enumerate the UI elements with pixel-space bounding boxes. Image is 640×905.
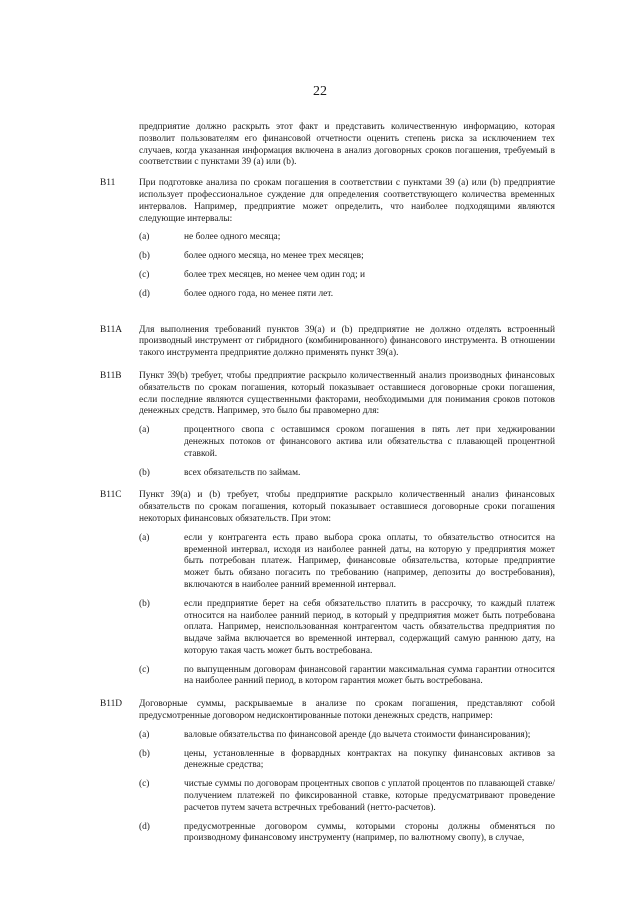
list-item <box>100 468 555 480</box>
list-item <box>100 289 555 301</box>
list-item <box>100 665 555 689</box>
list-item <box>100 270 555 282</box>
section-b11b <box>100 371 555 418</box>
item-label: (b) <box>139 467 150 478</box>
section-b11d <box>100 699 555 723</box>
section-id: B11A <box>100 324 123 335</box>
item-label: (b) <box>139 251 150 262</box>
list-item <box>100 533 555 592</box>
item-label: (a) <box>139 425 150 436</box>
section-id: B11 <box>100 178 116 189</box>
item-label: (d) <box>139 821 150 832</box>
section-b11c <box>100 490 555 525</box>
item-label: (d) <box>139 288 150 299</box>
item-text: валовые обязательства по финансовой аренде (до вычета стоимости финансирования); <box>184 729 531 740</box>
item-label: (c) <box>139 269 150 280</box>
item-label: (b) <box>139 748 150 759</box>
item-text: процентного свопа с оставшимся сроком погашения в пять лет при хеджировании денежных потоков от финансового актива или обязательства с плавающей процентной ставкой. <box>184 425 555 459</box>
item-label: (c) <box>139 664 150 675</box>
item-text: предусмотренные договором суммы, которыми стороны должны обменяться по производному финансовому инструменту (например, по валютному свопу), в случае, <box>184 821 555 844</box>
page-number: 22 <box>313 84 327 99</box>
section-id: B11B <box>100 370 122 381</box>
section-text: Пункт 39(a) и (b) требует, чтобы предприятие раскрыло количественный анализ финансовых обязательств по срокам погашения, который показывает оставшиеся договорные сроки погашения некоторых финансовых обязательств. При этом: <box>139 490 555 524</box>
section-b11 <box>100 178 555 225</box>
section-id: B11C <box>100 490 122 501</box>
section-text: При подготовке анализа по срокам погашения в соответствии с пунктами 39 (a) или (b) предприятие использует профессиональное суждение для определения соответствующего количества временных интервалов. Например, предприятие может определить, что наиболее подходящими являются следующие интервалы: <box>139 178 555 224</box>
section-id: B11D <box>100 699 123 710</box>
item-text: не более одного месяца; <box>184 232 281 243</box>
item-text: более трех месяцев, но менее чем один год; и <box>184 269 366 280</box>
item-text: более одного года, но менее пяти лет. <box>184 288 334 299</box>
item-label: (c) <box>139 779 150 790</box>
item-label: (b) <box>139 598 150 609</box>
document-body <box>100 122 555 845</box>
item-text: если у контрагента есть право выбора срока оплаты, то обязательство относится на временной интервал, исходя из наиболее ранней даты, на которую у предприятия может быть потребован платеж. Например, финансовые обязательства, которые предприятие может быть обязано погасить по требованию (например, депозиты до востребования), включаются в наиболее ранний временной интервал. <box>184 532 555 590</box>
list-item <box>100 749 555 773</box>
section-text: Пункт 39(b) требует, чтобы предприятие раскрыло количественный анализ производных финансовых обязательств по срокам погашения, который показывает оставшиеся договорные сроки погашения, если последние являются существенными факторами, необходимыми для понимания сроков потоков денежных средств. Например, это было бы правомерно для: <box>139 370 555 417</box>
list-item <box>100 779 555 814</box>
list-item <box>100 822 555 846</box>
list-item <box>100 232 555 244</box>
list-item <box>100 599 555 658</box>
section-b11a <box>100 325 555 360</box>
item-text: по выпущенным договорам финансовой гарантии максимальная сумма гарантии относится на наиболее ранний период, в котором гарантия может быть востребована. <box>184 664 555 687</box>
item-text: чистые суммы по договорам процентных свопов с уплатой процентов по плавающей ставке/получением платежей по фиксированной ставке, которые предусматривают проведение расчетов путем зачета встречных требований (нетто-расчетов). <box>184 779 555 813</box>
intro-paragraph <box>100 122 555 169</box>
item-label: (a) <box>139 232 150 243</box>
intro-text: предприятие должно раскрыть этот факт и представить количественную информацию, которая позволит пользователям его финансовой отчетности оценить степень риска за исключением тех случаев, когда указанная информация включена в анализ договорных сроков погашения, требуемый в соответствии с пунктами 39 (a) или (b). <box>139 122 555 168</box>
item-text: всех обязательств по займам. <box>184 467 301 478</box>
section-text: Договорные суммы, раскрываемые в анализе по срокам погашения, представляют собой предусмотренные договором недисконтированные потоки денежных средств, например: <box>139 699 555 722</box>
list-item <box>100 251 555 263</box>
list-item <box>100 425 555 460</box>
section-text: Для выполнения требований пунктов 39(a) и (b) предприятие не должно отделять встроенный производный инструмент от гибридного (комбинированного) финансового инструмента. В отношении такого инструмента предприятие должно применять пункт 39(a). <box>139 324 555 359</box>
item-text: более одного месяца, но менее трех месяцев; <box>184 251 364 262</box>
item-text: если предприятие берет на себя обязательство платить в рассрочку, то каждый платеж относится на наиболее ранний период, в который у предприятия может быть потребована оплата. Например, неиспользованная контрагентом часть обязательства предприятия по выдаче займа включается во временной интервал, содержащий самую раннюю дату, на которую такая часть может быть востребована. <box>184 598 555 656</box>
item-label: (a) <box>139 729 150 740</box>
item-label: (a) <box>139 532 150 543</box>
list-item <box>100 730 555 742</box>
item-text: цены, установленные в форвардных контрактах на покупку финансовых активов за денежные средства; <box>184 748 555 771</box>
